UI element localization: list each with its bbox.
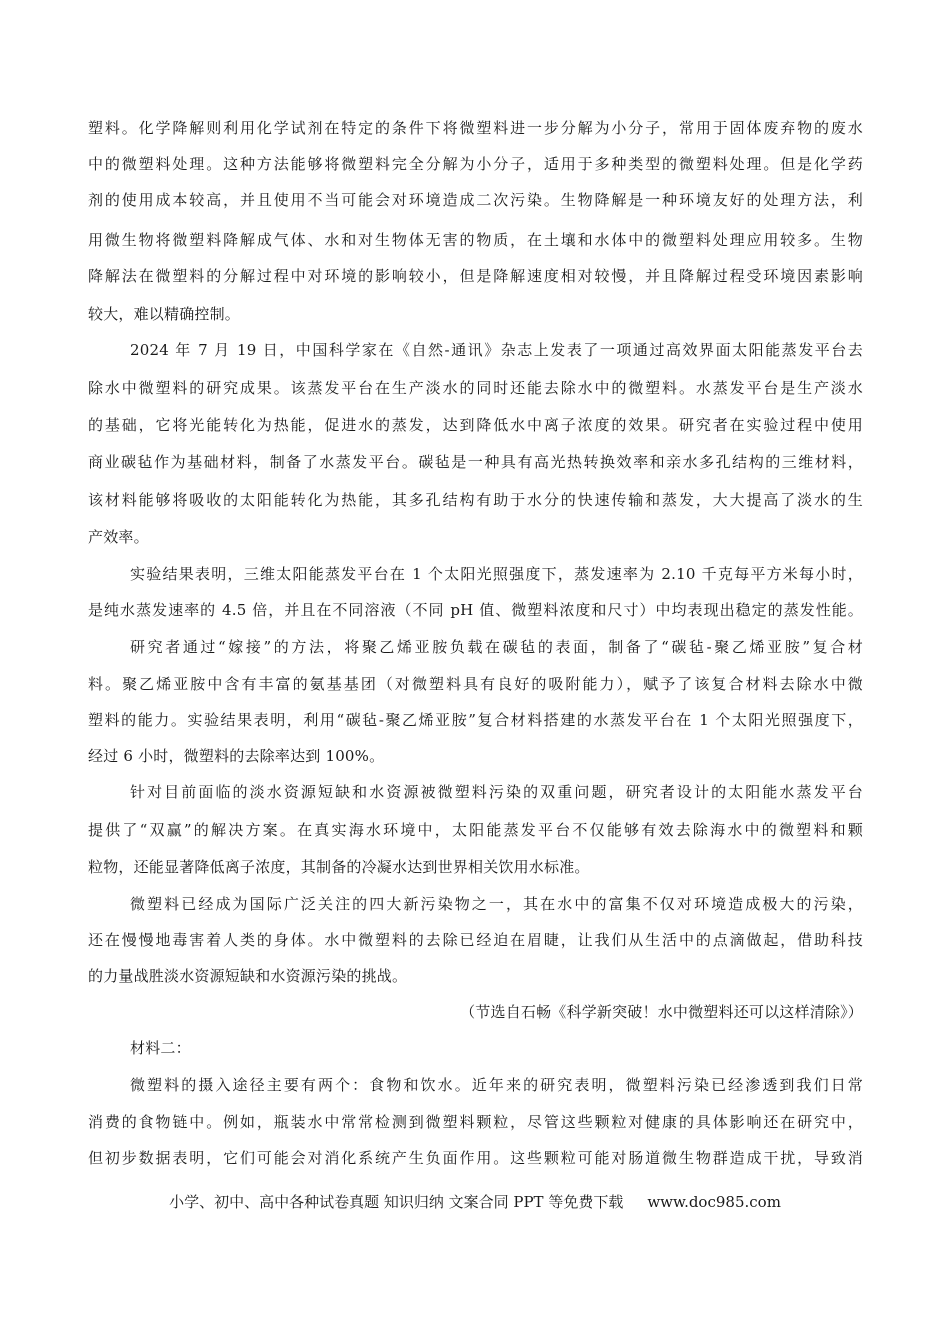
text-line: 用微生物将微塑料降解成气体、水和对生物体无害的物质，在土壤和水体中的微塑料处理应用较多。生物 bbox=[88, 231, 863, 249]
text-line: 粒物，还能显著降低离子浓度，其制备的冷凝水达到世界相关饮用水标准。 bbox=[88, 858, 590, 876]
text-line: 经过 6 小时，微塑料的去除率达到 100%。 bbox=[88, 747, 385, 765]
text-line: 的力量战胜淡水资源短缺和水资源污染的挑战。 bbox=[88, 967, 408, 985]
text-line: 但初步数据表明，它们可能会对消化系统产生负面作用。这些颗粒可能对肠道微生物群造成干扰，导致消 bbox=[88, 1149, 863, 1167]
paragraph-start: 针对目前面临的淡水资源短缺和水资源被微塑料污染的双重问题，研究者设计的太阳能水蒸发平台 bbox=[130, 783, 863, 801]
source-citation: （节选自石畅《科学新突破！水中微塑料还可以这样清除》） bbox=[460, 1003, 863, 1021]
text-line: 塑料的能力。实验结果表明，利用“碳毡-聚乙烯亚胺”复合材料搭建的水蒸发平台在 1 个太阳光照强度下， bbox=[88, 711, 863, 729]
footer-text: 小学、初中、高中各种试卷真题 知识归纳 文案合同 PPT 等免费下载 bbox=[169, 1193, 624, 1211]
text-line: 消费的食物链中。例如，瓶装水中常常检测到微塑料颗粒，尽管这些颗粒对健康的具体影响还在研究中， bbox=[88, 1113, 863, 1131]
text-line: 料。聚乙烯亚胺中含有丰富的氨基基团（对微塑料具有良好的吸附能力），赋予了该复合材料去除水中微 bbox=[88, 675, 863, 693]
text-line: 是纯水蒸发速率的 4.5 倍，并且在不同溶液（不同 pH 值、微塑料浓度和尺寸）中均表现出稳定的蒸发性能。 bbox=[88, 601, 863, 619]
text-line: 商业碳毡作为基础材料，制备了水蒸发平台。碳毡是一种具有高光热转换效率和亲水多孔结构的三维材料， bbox=[88, 453, 863, 471]
text-line: 较大，难以精确控制。 bbox=[88, 305, 241, 323]
text-line: 提供了“双赢”的解决方案。在真实海水环境中，太阳能蒸发平台不仅能够有效去除海水中的微塑料和颗 bbox=[88, 821, 863, 839]
text-line: 产效率。 bbox=[88, 528, 149, 546]
text-line: 还在慢慢地毒害着人类的身体。水中微塑料的去除已经迫在眉睫，让我们从生活中的点滴做起，借助科技 bbox=[88, 931, 863, 949]
footer-url[interactable]: www.doc985.com bbox=[647, 1193, 781, 1211]
section-heading: 材料二： bbox=[130, 1039, 191, 1057]
paragraph-start: 实验结果表明，三维太阳能蒸发平台在 1 个太阳光照强度下，蒸发速率为 2.10 千克每平方米每小时， bbox=[130, 565, 863, 583]
text-line: 降解法在微塑料的分解过程中对环境的影响较小，但是降解速度相对较慢，并且降解过程受环境因素影响 bbox=[88, 267, 863, 285]
page-footer bbox=[0, 1192, 950, 1212]
paragraph-start: 研究者通过“嫁接”的方法，将聚乙烯亚胺负载在碳毡的表面，制备了“碳毡-聚乙烯亚胺”复合材 bbox=[130, 638, 863, 656]
paragraph-start: 2024 年 7 月 19 日，中国科学家在《自然-通讯》杂志上发表了一项通过高效界面太阳能蒸发平台去 bbox=[130, 341, 863, 359]
text-line: 除水中微塑料的研究成果。该蒸发平台在生产淡水的同时还能去除水中的微塑料。水蒸发平台是生产淡水 bbox=[88, 379, 863, 397]
text-line: 塑料。化学降解则利用化学试剂在特定的条件下将微塑料进一步分解为小分子，常用于固体废弃物的废水 bbox=[88, 119, 863, 137]
text-line: 剂的使用成本较高，并且使用不当可能会对环境造成二次污染。生物降解是一种环境友好的处理方法，利 bbox=[88, 191, 863, 209]
paragraph-start: 微塑料的摄入途径主要有两个：食物和饮水。近年来的研究表明，微塑料污染已经渗透到我们日常 bbox=[130, 1076, 863, 1094]
text-line: 该材料能够将吸收的太阳能转化为热能，其多孔结构有助于水分的快速传输和蒸发，大大提高了淡水的生 bbox=[88, 491, 863, 509]
text-line: 中的微塑料处理。这种方法能够将微塑料完全分解为小分子，适用于多种类型的微塑料处理。但是化学药 bbox=[88, 155, 863, 173]
paragraph-start: 微塑料已经成为国际广泛关注的四大新污染物之一，其在水中的富集不仅对环境造成极大的污染， bbox=[130, 895, 863, 913]
text-line: 的基础，它将光能转化为热能，促进水的蒸发，达到降低水中离子浓度的效果。研究者在实验过程中使用 bbox=[88, 416, 863, 434]
